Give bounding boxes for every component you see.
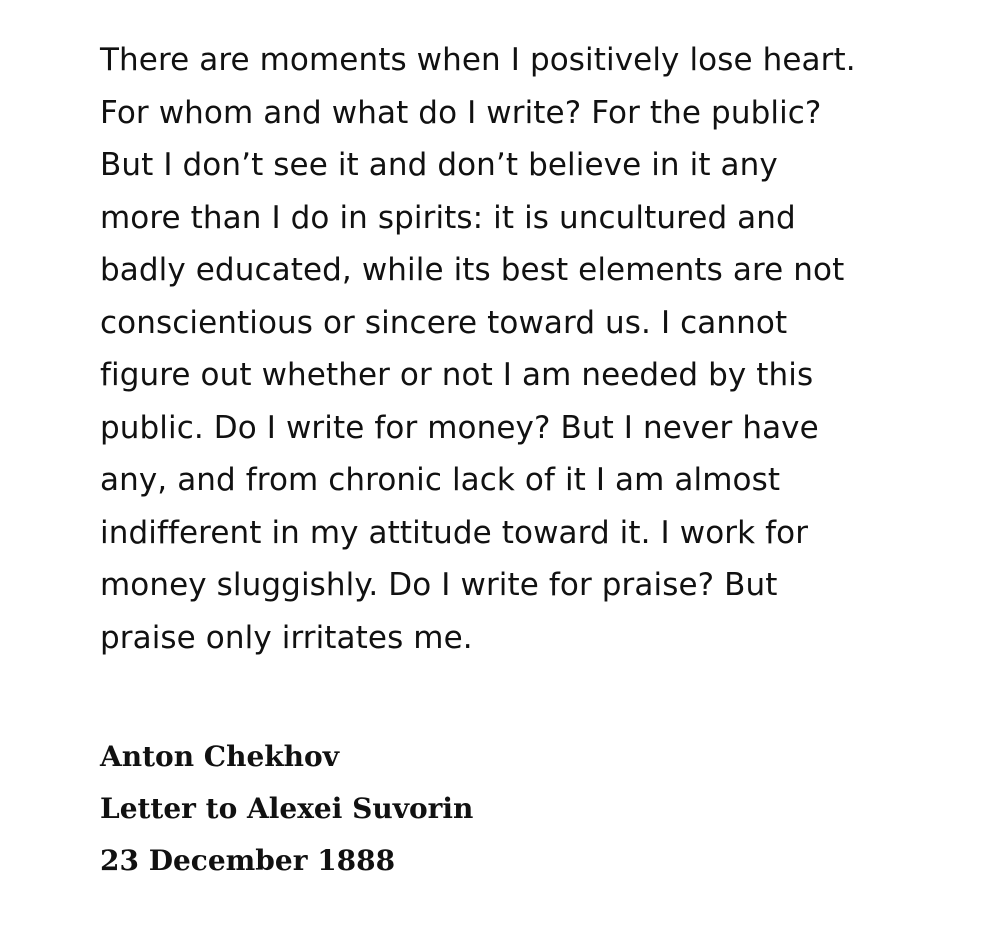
quote-line: conscientious or sincere toward us. I cannot (100, 304, 788, 341)
quote-line: public. Do I write for money? But I never have (100, 409, 819, 446)
quote-line: indifferent in my attitude toward it. I work for (100, 514, 809, 551)
quote-line: For whom and what do I write? For the public? (100, 94, 822, 131)
quote-block (100, 34, 960, 664)
quote-line: money sluggishly. Do I write for praise? But (100, 567, 778, 603)
source-title: Letter to Alexei Suvorin (100, 792, 474, 825)
source-date: 23 December 1888 (100, 844, 396, 877)
quote-line: badly educated, while its best elements are not (100, 252, 845, 288)
quote-line: any, and from chronic lack of it I am almost (100, 462, 781, 498)
author-name: Anton Chekhov (100, 740, 339, 773)
quote-line: There are moments when I positively lose heart. (100, 42, 856, 78)
quote-line: praise only irritates me. (100, 619, 473, 656)
quote-line: But I don’t see it and don’t believe in it any (100, 147, 778, 183)
quote-line: more than I do in spirits: it is uncultured and (100, 199, 796, 236)
quote-line: figure out whether or not I am needed by this (100, 357, 814, 393)
attribution-block (100, 731, 473, 887)
